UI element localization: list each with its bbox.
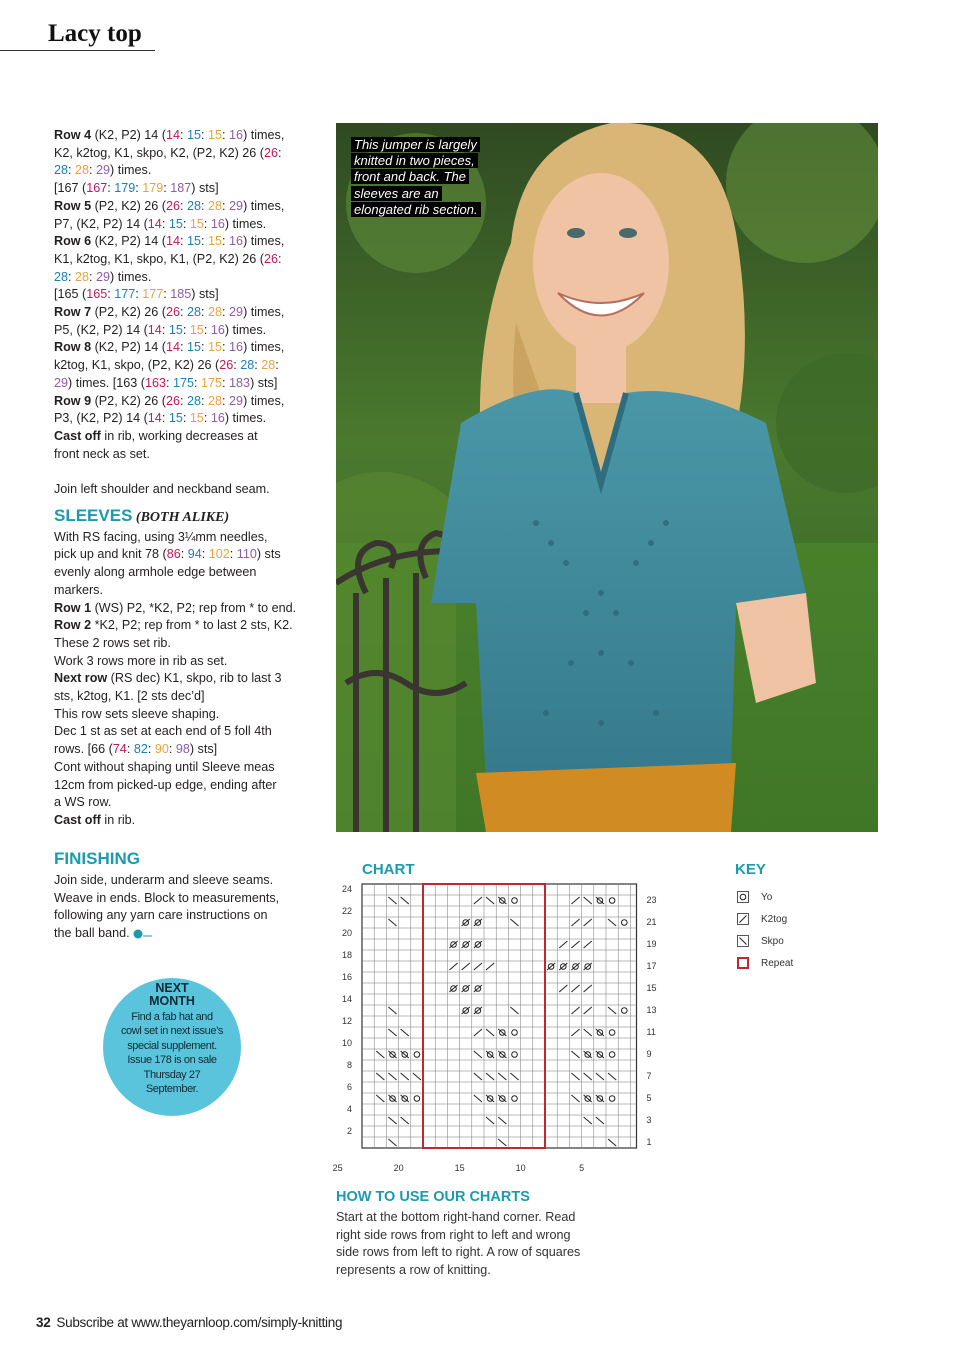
sleeves-subheading: (BOTH ALIKE) <box>132 509 230 525</box>
instruction-line: Cast off in rib, working decreases at <box>54 428 258 443</box>
chart-heading: CHART <box>362 861 415 878</box>
instruction-line: [167 (167: 179: 179: 187) sts] <box>54 181 219 196</box>
instruction-line: Cast off in rib. <box>54 813 136 827</box>
chart-row-label: 18 <box>341 950 352 960</box>
photo-caption: This jumper is largely knitted in two pieces, front and back. The sleeves are an elongated rib section. <box>351 137 501 218</box>
instruction-line: P7, (K2, P2) 14 (14: 15: 15: 16) times. <box>54 216 267 231</box>
key-heading: KEY <box>735 861 766 878</box>
knitting-chart <box>330 880 700 1180</box>
chart-row-label: 6 <box>346 1082 352 1092</box>
chart-row-label: 20 <box>341 928 352 938</box>
instruction-line: Row 2 *K2, P2; rep from * to last 2 sts, K2. <box>54 618 293 633</box>
instruction-line: Work 3 rows more in rib as set. <box>54 653 228 668</box>
instruction-line: P5, (K2, P2) 14 (14: 15: 15: 16) times. <box>54 322 267 337</box>
chart-row-label: 4 <box>346 1104 352 1114</box>
chart-row-label: 9 <box>646 1049 652 1059</box>
chart-row-label: 15 <box>646 983 657 993</box>
instructions-column <box>54 127 316 830</box>
yarn-ball-icon <box>133 929 153 939</box>
instruction-line: a WS row. <box>54 795 112 810</box>
instruction-line: front neck as set. <box>54 446 150 461</box>
page-number: 32 <box>36 1315 51 1330</box>
chart-row-label: 14 <box>341 994 352 1004</box>
repeat-symbol-icon <box>737 957 749 969</box>
instruction-line: Cont without shaping until Sleeve meas <box>54 759 275 774</box>
chart-row-label: 3 <box>646 1115 652 1125</box>
instruction-line: markers. <box>54 582 103 597</box>
chart-row-label: 11 <box>646 1027 656 1037</box>
chart-row-label: 5 <box>646 1093 652 1103</box>
yo-symbol-icon <box>737 891 749 903</box>
sleeves-heading: SLEEVES (BOTH ALIKE) <box>54 505 230 525</box>
instruction-line: rows. [66 (74: 82: 90: 98) sts] <box>54 742 218 757</box>
how-to-heading: HOW TO USE OUR CHARTS <box>336 1189 530 1205</box>
chart-row-label: 19 <box>646 939 657 949</box>
chart-row-label: 8 <box>346 1060 352 1070</box>
chart-column-label: 25 <box>332 1163 343 1173</box>
next-month-title: NEXT MONTH <box>149 981 195 1008</box>
page-title: Lacy top <box>48 20 142 47</box>
chart-row-label: 12 <box>341 1016 352 1026</box>
instruction-line: K2, k2tog, K1, skpo, K2, (P2, K2) 26 (26: <box>54 145 282 160</box>
chart-row-label: 24 <box>341 884 352 894</box>
instruction-line: With RS facing, using 3¼mm needles, <box>54 529 268 544</box>
instruction-line: Dec 1 st as set at each end of 5 foll 4th <box>54 724 272 739</box>
chart-row-label: 22 <box>341 906 352 916</box>
chart-row-label: 1 <box>646 1137 652 1147</box>
next-month-badge <box>103 978 241 1116</box>
instruction-line: Row 7 (P2, K2) 26 (26: 28: 28: 29) times, <box>54 305 285 320</box>
instruction-line: 12cm from picked-up edge, ending after <box>54 777 277 792</box>
finishing-heading: FINISHING <box>54 849 140 868</box>
k2tog-symbol-icon <box>737 913 749 925</box>
paragraph-gap <box>54 463 316 481</box>
chart-column-label: 15 <box>454 1163 465 1173</box>
instruction-line: Next row (RS dec) K1, skpo, rib to last 3 <box>54 671 282 686</box>
instruction-line: Join left shoulder and neckband seam. <box>54 482 270 497</box>
instruction-line: Row 1 (WS) P2, *K2, P2; rep from * to end. <box>54 600 297 615</box>
subscribe-link[interactable]: Subscribe at www.theyarnloop.com/simply-knitting <box>56 1315 343 1330</box>
chart-column-label: 5 <box>579 1163 585 1173</box>
instruction-line: P3, (K2, P2) 14 (14: 15: 15: 16) times. <box>54 411 267 426</box>
instruction-line: evenly along armhole edge between <box>54 565 257 580</box>
instruction-line: k2tog, K1, skpo, (P2, K2) 26 (26: 28: 28: <box>54 358 279 373</box>
instruction-line: 28: 28: 29) times. <box>54 163 152 178</box>
instruction-line: 29) times. [163 (163: 175: 175: 183) sts] <box>54 375 278 390</box>
chart-row-label: 7 <box>646 1071 652 1081</box>
finishing-text: Join side, underarm and sleeve seams. Weave in ends. Block to measurements, following any yarn care instructions on the ball band. <box>54 873 280 941</box>
instruction-line: [165 (165: 177: 177: 185) sts] <box>54 287 219 302</box>
instruction-line: These 2 rows set rib. <box>54 635 171 650</box>
chart-row-label: 2 <box>346 1126 352 1136</box>
chart-row-label: 13 <box>646 1005 657 1015</box>
instruction-line: pick up and knit 78 (86: 94: 102: 110) sts <box>54 547 281 562</box>
model-photo-illustration <box>336 123 878 832</box>
instruction-line: This row sets sleeve shaping. <box>54 706 220 721</box>
instruction-line: Row 9 (P2, K2) 26 (26: 28: 28: 29) times, <box>54 393 285 408</box>
instruction-line: Row 8 (K2, P2) 14 (14: 15: 15: 16) times, <box>54 340 285 355</box>
how-to-text: Start at the bottom right-hand corner. Read right side rows from right to left and wrong side rows from left to right. A row of squares represents a row of knitting. <box>336 1210 581 1278</box>
instruction-line: Row 5 (P2, K2) 26 (26: 28: 28: 29) times, <box>54 198 285 213</box>
title-rule <box>0 50 155 51</box>
instruction-line: 28: 28: 29) times. <box>54 269 152 284</box>
instruction-line: sts, k2tog, K1. [2 sts dec’d] <box>54 689 205 704</box>
instruction-line: Row 6 (K2, P2) 14 (14: 15: 15: 16) times, <box>54 234 285 249</box>
chart-column-label: 10 <box>515 1163 526 1173</box>
skpo-symbol-icon <box>737 935 749 947</box>
next-month-text: Find a fab hat and cowl set in next issue’s special supplement. Issue 178 is on sale Thursday 27 September. <box>120 1011 224 1096</box>
footer <box>36 1315 342 1330</box>
chart-row-label: 23 <box>646 895 657 905</box>
instruction-line: Row 4 (K2, P2) 14 (14: 15: 15: 16) times, <box>54 128 285 142</box>
chart-row-label: 16 <box>341 972 352 982</box>
chart-row-label: 10 <box>341 1038 352 1048</box>
chart-column-label: 20 <box>393 1163 404 1173</box>
model-photo <box>336 123 878 832</box>
instruction-line: K1, k2tog, K1, skpo, K1, (P2, K2) 26 (26: <box>54 251 282 266</box>
chart-row-label: 21 <box>646 917 657 927</box>
chart-row-label: 17 <box>646 961 657 971</box>
